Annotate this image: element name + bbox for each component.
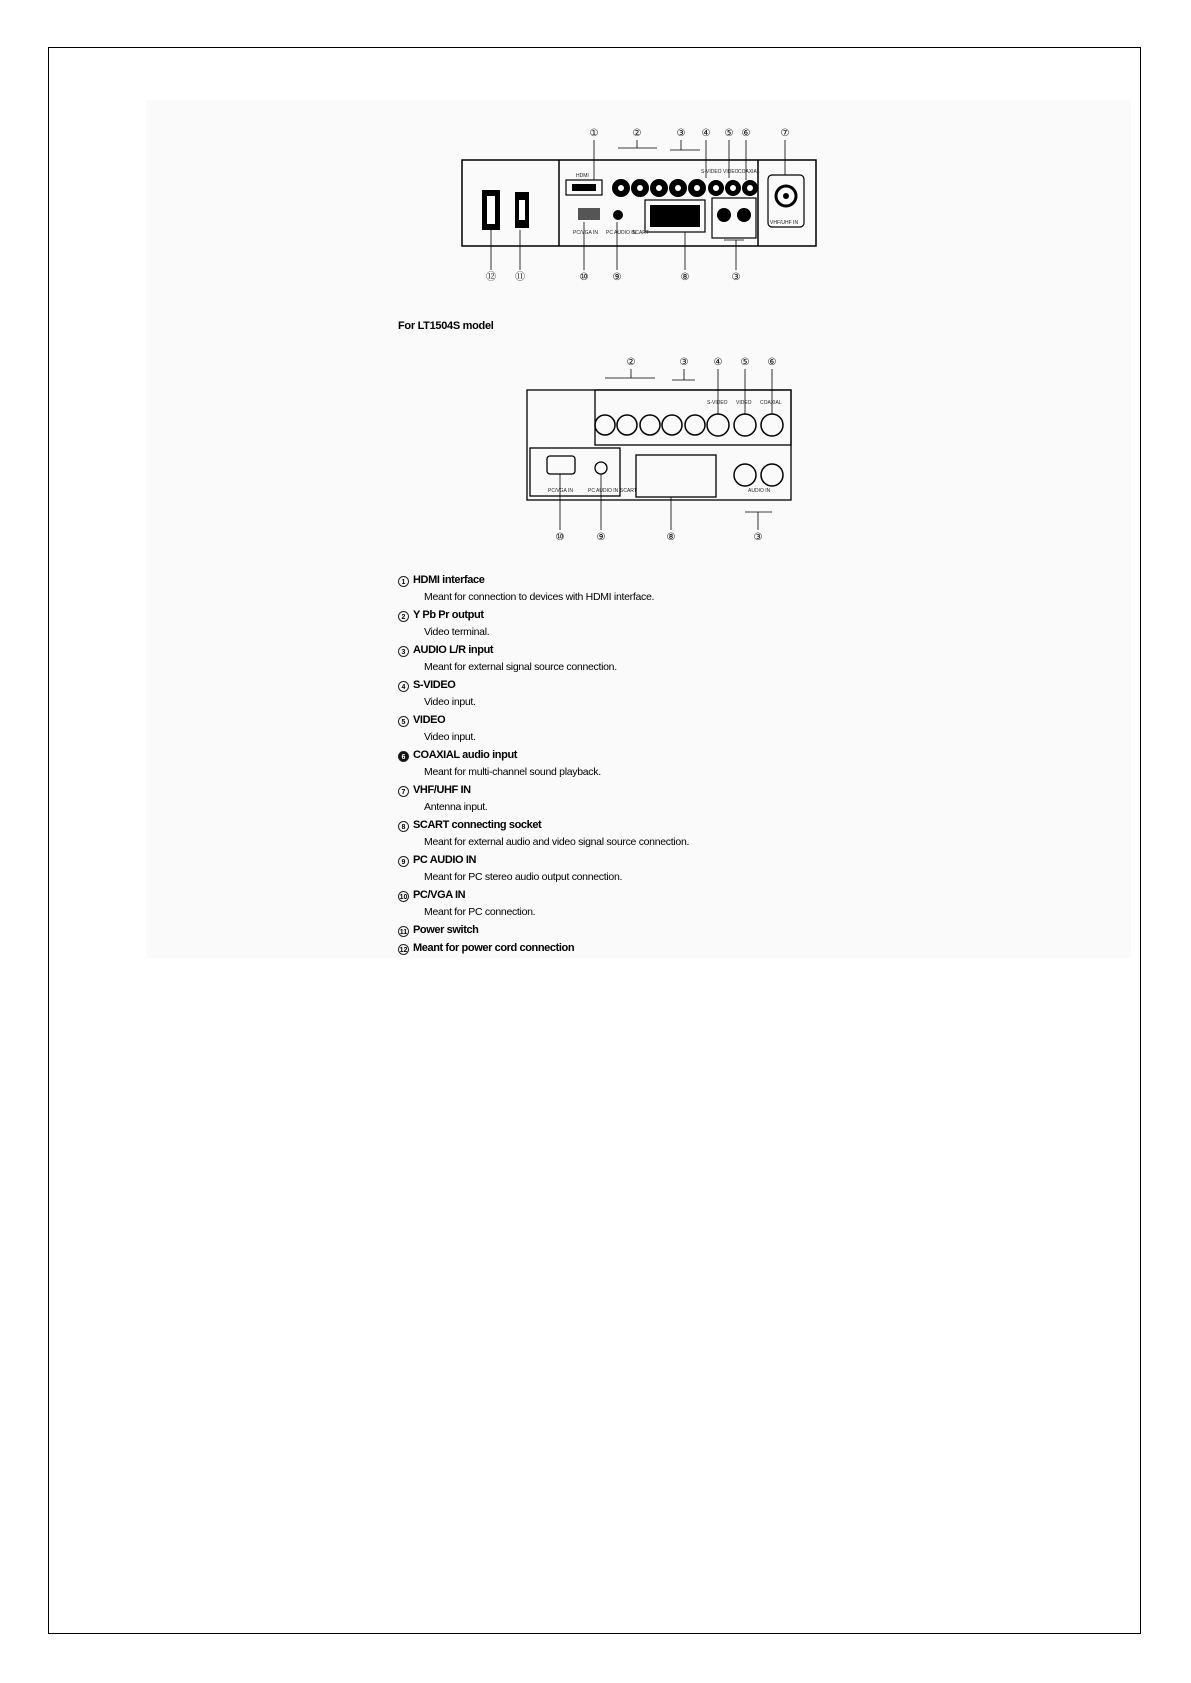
item-desc: Meant for multi-channel sound playback. bbox=[424, 766, 601, 778]
item-title: SCART connecting socket bbox=[413, 819, 542, 831]
svg-text:⑤: ⑤ bbox=[724, 128, 734, 139]
scart-label-top: SCART bbox=[632, 230, 649, 236]
item-title: COAXIAL audio input bbox=[413, 749, 518, 761]
audio-in-label-bottom: AUDIO IN bbox=[748, 488, 771, 494]
item-title: Power switch bbox=[413, 924, 479, 936]
hdmi-label: HDMI bbox=[576, 173, 589, 179]
pc-vga-label-top: PC/VGA IN bbox=[573, 230, 599, 236]
svg-text:⑨: ⑨ bbox=[612, 272, 622, 283]
connector-legend bbox=[398, 574, 918, 960]
item-title: AUDIO L/R input bbox=[413, 644, 494, 656]
number-badge: 4 bbox=[398, 681, 409, 692]
svg-text:⑤: ⑤ bbox=[740, 357, 750, 368]
svg-text:⑨: ⑨ bbox=[596, 532, 606, 543]
item-title: S-VIDEO bbox=[413, 679, 456, 691]
svg-text:⑧: ⑧ bbox=[666, 532, 676, 543]
video-label-top: VIDEO bbox=[723, 169, 739, 175]
svg-text:③: ③ bbox=[753, 532, 763, 543]
item-desc: Meant for external audio and video signal source connection. bbox=[424, 836, 690, 848]
svg-text:①: ① bbox=[589, 128, 599, 139]
list-item bbox=[398, 819, 918, 854]
svg-text:④: ④ bbox=[701, 128, 711, 139]
svg-text:⑪: ⑪ bbox=[515, 272, 525, 283]
pc-audio-label-top: PC AUDIO IN bbox=[606, 230, 637, 236]
video-label-bottom: VIDEO bbox=[736, 400, 752, 406]
coaxial-label-top: COAXIAL bbox=[738, 169, 760, 175]
number-badge: 5 bbox=[398, 716, 409, 727]
list-item bbox=[398, 889, 918, 924]
item-desc: Meant for connection to devices with HDMI interface. bbox=[424, 591, 655, 603]
item-title: PC AUDIO IN bbox=[413, 854, 477, 866]
number-badge: 2 bbox=[398, 611, 409, 622]
svg-text:③: ③ bbox=[679, 357, 689, 368]
model-caption: For LT1504S model bbox=[398, 320, 494, 332]
svg-text:⑧: ⑧ bbox=[680, 272, 690, 283]
item-desc: Meant for PC connection. bbox=[424, 906, 536, 918]
number-badge: 9 bbox=[398, 856, 409, 867]
svg-text:③: ③ bbox=[731, 272, 741, 283]
svg-text:⑥: ⑥ bbox=[767, 357, 777, 368]
svg-text:②: ② bbox=[632, 128, 642, 139]
lt1504s-panel-diagram bbox=[0, 0, 1191, 560]
number-badge: 8 bbox=[398, 821, 409, 832]
list-item bbox=[398, 644, 918, 679]
list-item bbox=[398, 609, 918, 644]
pc-audio-label-bottom: PC AUDIO IN bbox=[588, 488, 619, 494]
pc-vga-label-bottom: PC/VGA IN bbox=[548, 488, 574, 494]
svg-text:⑩: ⑩ bbox=[555, 532, 565, 543]
s-video-label-top: S-VIDEO bbox=[701, 169, 722, 175]
item-desc: Meant for external signal source connection. bbox=[424, 661, 617, 673]
svg-text:⑫: ⑫ bbox=[486, 272, 496, 283]
item-title: HDMI interface bbox=[413, 574, 485, 586]
item-title: PC/VGA IN bbox=[413, 889, 466, 901]
list-item bbox=[398, 924, 918, 942]
svg-text:⑦: ⑦ bbox=[780, 128, 790, 139]
item-title: Y Pb Pr output bbox=[413, 609, 484, 621]
scart-label-bottom: SCART bbox=[620, 488, 637, 494]
item-title: Meant for power cord connection bbox=[413, 942, 575, 954]
item-desc: Meant for PC stereo audio output connection. bbox=[424, 871, 623, 883]
number-badge: 6 bbox=[398, 751, 409, 762]
item-title: VIDEO bbox=[413, 714, 446, 726]
list-item bbox=[398, 714, 918, 749]
list-item bbox=[398, 942, 918, 960]
item-desc: Video input. bbox=[424, 696, 476, 708]
number-badge: 10 bbox=[398, 891, 409, 902]
item-desc: Video input. bbox=[424, 731, 476, 743]
list-item bbox=[398, 749, 918, 784]
item-desc: Antenna input. bbox=[424, 801, 488, 813]
svg-text:③: ③ bbox=[676, 128, 686, 139]
number-badge: 1 bbox=[398, 576, 409, 587]
item-title: VHF/UHF IN bbox=[413, 784, 471, 796]
list-item bbox=[398, 679, 918, 714]
svg-text:⑩: ⑩ bbox=[579, 272, 589, 283]
item-desc: Video terminal. bbox=[424, 626, 490, 638]
number-badge: 12 bbox=[398, 944, 409, 955]
coaxial-label-bottom: COAXIAL bbox=[760, 400, 782, 406]
list-item bbox=[398, 574, 918, 609]
number-badge: 3 bbox=[398, 646, 409, 657]
s-video-label-bottom: S-VIDEO bbox=[707, 400, 728, 406]
number-badge: 11 bbox=[398, 926, 409, 937]
svg-text:⑥: ⑥ bbox=[741, 128, 751, 139]
svg-text:④: ④ bbox=[713, 357, 723, 368]
number-badge: 7 bbox=[398, 786, 409, 797]
svg-text:②: ② bbox=[626, 357, 636, 368]
list-item bbox=[398, 784, 918, 819]
vhf-uhf-label-top: VHF/UHF IN bbox=[770, 220, 799, 226]
list-item bbox=[398, 854, 918, 889]
